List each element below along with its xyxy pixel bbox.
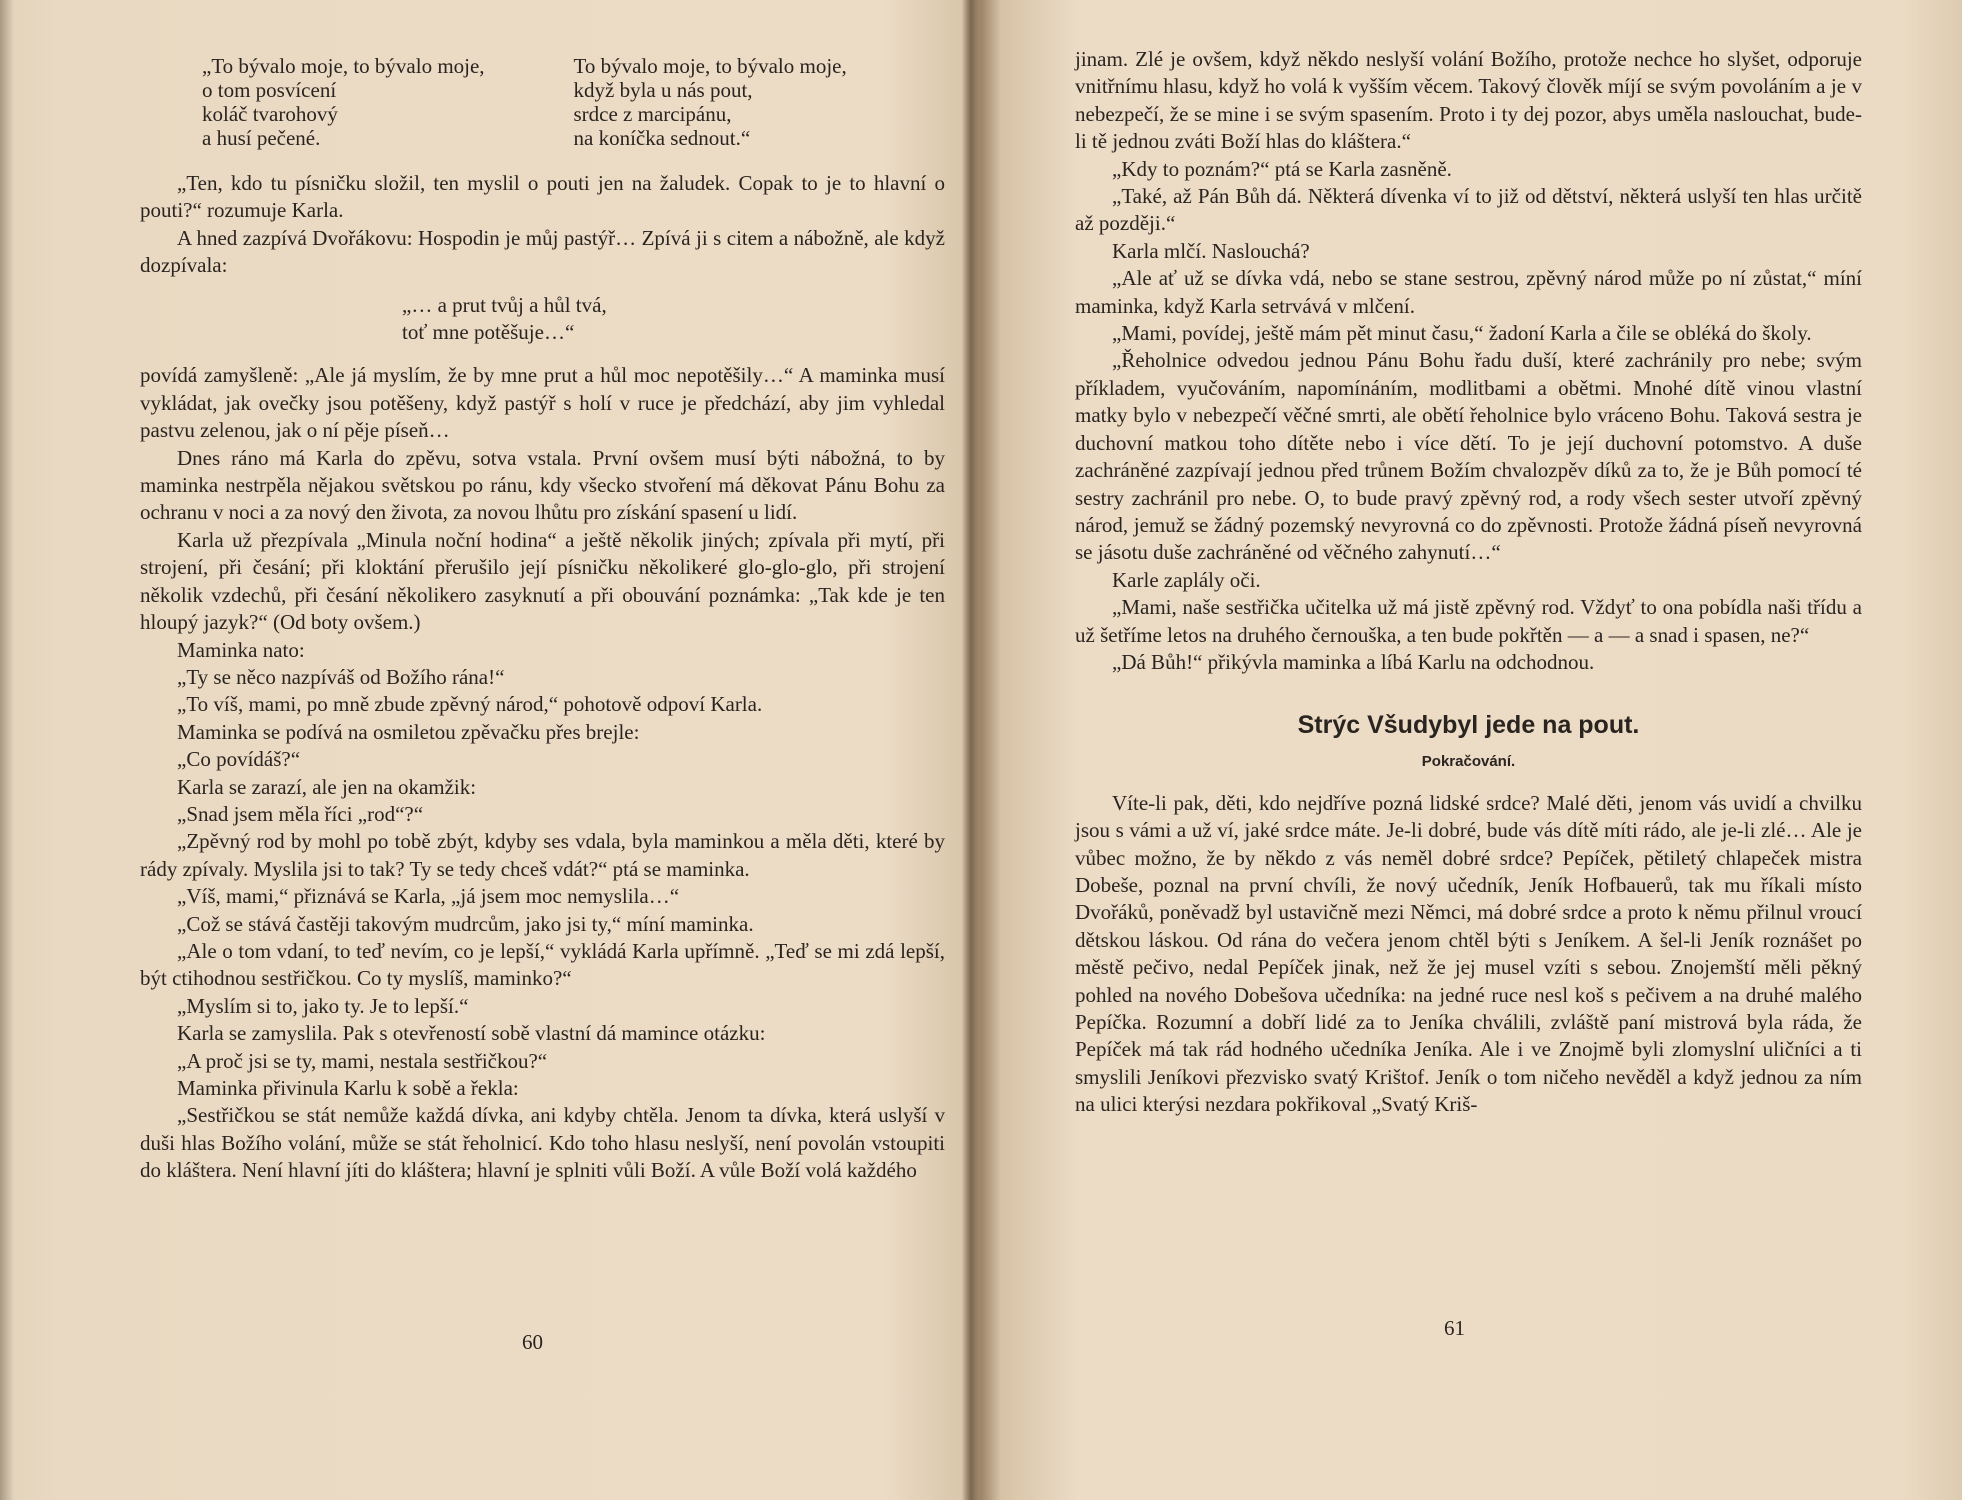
verse-line: srdce z marcipánu, [573,102,732,126]
paragraph: „To víš, mami, po mně zbude zpěvný národ,“ pohotově odpoví Karla. [177,692,763,717]
paragraph: „A proč jsi se ty, mami, nestala sestřičkou?“ [177,1048,548,1073]
paragraph: Maminka se podívá na osmiletou zpěvačku přes brejle: [177,719,640,744]
paragraph: „Mami, naše sestřička učitelka už má jistě zpěvný rod. Vždyť to ona pobídla naši třídu a už šetříme letos na druhého černouška, a ten bude pokřtěn — a — a snad i spasen, ne?“ [1075,595,1862,647]
paragraph: „Myslím si to, jako ty. Je to lepší.“ [177,993,469,1018]
verse-line: když byla u nás pout, [573,78,753,102]
paragraph: „Ale o tom vdaní, to teď nevím, co je lepší,“ vykládá Karla upřímně. „Teď se mi zdá lepší, být ctihodnou sestřičkou. Co ty myslíš, maminko?“ [140,938,945,991]
verse-line: „… a prut tvůj a hůl tvá, [402,292,607,317]
verse-line: a husí pečené. [202,126,321,150]
paragraph: „Kdy to poznám?“ ptá se Karla zasněně. [1112,156,1452,181]
paragraph: „Řeholnice odvedou jednou Pánu Bohu řadu duší, které zachránily pro nebe; svým příkladem, vyučováním, napomínáním, modlitbami a obětmi. Mnohé dítě vinou vlastní matky bylo v nebezpečí věčné smrti, ale obětí řeholnice bylo vráceno Bohu. Taková sestra je duchovní matkou toho dítěte nebo i více dětí. To je její duchovní potomstvo. A duše zachráněné zazpívají jednou před trůnem Božím chvalozpěv díků za to, že je Bůh pomocí té sestry zachránil pro nebe. O, to bude pravý zpěvný rod, a rody všech sester utvoří zpěvný národ, jemuž se žádný pozemský nevyrovná co do zpěvnosti. Protože žádná píseň nevyrovná se jásotu duše zachráněné od věčného zahynutí…“ [1075,348,1862,565]
verse-column-1 [202,54,574,150]
paragraph: Maminka přivinula Karlu k sobě a řekla: [177,1076,519,1100]
paragraph: „Mami, povídej, ještě mám pět minut času,“ žadoní Karla a čile se obléká do školy. [1112,321,1812,346]
paragraph: povídá zamyšleně: „Ale já myslím, že by mne prut a hůl moc nepotěšily…“ A maminka musí vykládat, jak ovečky jsou potěšeny, když pastýř s holí v ruce je předchází, aby jim vyhledal pastvu zelenou, jak o ní pěje píseň… [140,363,945,443]
paragraph: Dnes ráno má Karla do zpěvu, sotva vstala. První ovšem musí býti nábožná, to by maminka nestrpěla nějakou světskou po ránu, kdy všecko stvoření má děkovat Pánu Bohu za ochranu v noci a za nový den života, za novou lhůtu pro získání spasení u lidí. [140,445,945,525]
paragraph: Víte-li pak, děti, kdo nejdříve pozná lidské srdce? Malé děti, jenom vás uvidí a chvilku jsou s vámi a už ví, jaké srdce máte. Je-li dobré, bude vás dítě míti rádo, ale je-li zlé… Ale je vůbec možno, že by někdo z vás neměl dobré srdce? Pepíček, pětiletý chlapeček mistra Dobeše, poznal na první chvíli, že nový učedník, Jeník Hofbauerů, tak mu říkali místo Dvořáků, poněvadž byl ustavičně mezi Němci, má dobré srdce a proto k němu přilnul vroucí dětskou láskou. Od rána do večera jenom chtěl býti s Jeníkem. A šel-li Jeník roznášet po městě pečivo, nedal Pepíček jinak, než že jej musel vzíti s sebou. Znojemští měli pěkný pohled na nového Dobešova učedníka: na jedné ruce nesl koš s pečivem a na druhé malého Pepíčka. Rozumní a dobří lidé za to Jeníka chválili, zvláště paní mistrová byla ráda, že Pepíček má tak rád hodného učedníka Jeníka. Ale i ve Znojmě byli zlomyslní uličníci a ti smyslili Jeníkovi přezvisko svatý Krištof. Jeník o tom ničeho nevěděl a když jednou za ním na ulici kterýsi nezdara pokřikoval „Svatý Kriš- [1075,790,1862,1117]
paragraph: A hned zazpívá Dvořákovu: Hospodin je můj pastýř… Zpívá ji s citem a nábožně, ale když dozpívala: [140,225,945,278]
paragraph: „Víš, mami,“ přiznává se Karla, „já jsem moc nemyslila…“ [177,884,680,909]
paragraph: „Sestřičkou se stát nemůže každá dívka, ani kdyby chtěla. Jenom ta dívka, která uslyší v duši hlas Božího volání, může se stát řeholnicí. Kdo toho hlasu neslyší, není povolán vstoupiti do kláštera. Není hlavní jíti do kláštera; hlavní je splniti vůli Boží. A vůle Boží volá každého [140,1103,945,1183]
right-page [1075,46,1862,1446]
paragraph: „Zpěvný rod by mohl po tobě zbýt, kdyby ses vdala, byla maminkou a měla děti, které by rády zpívaly. Myslila jsi to tak? Ty se tedy chceš vdát?“ ptá se maminka. [140,829,945,881]
paragraph: Karle zaplály oči. [1112,567,1261,592]
paragraph: jinam. Zlé je ovšem, když někdo neslyší volání Božího, protože nechce ho slyšet, odporuje vnitřnímu hlasu, když ho volá k vyšším věcem. Takový člověk míjí se svým povoláním a je v nebezpečí, že se mine i se svým spasením. Proto i ty dej pozor, abys uměla naslouchat, bude-li tě jednou zváti Boží hlas do kláštera.“ [1075,47,1862,154]
paragraph: „Snad jsem měla říci „rod“?“ [177,801,424,826]
story-subtitle: Pokračování. [1421,753,1516,771]
page-number: 60 [522,1330,543,1354]
verse-line: „To bývalo moje, to bývalo moje, [202,54,485,78]
paragraph: Karla už přezpívala „Minula noční hodina“ a ještě několik jiných; zpívala při mytí, při strojení, při česání; při kloktání přerušilo její písničku několikeré glo-glo-glo, při strojení několik vzdechů, při česání několikero zasyknutí a při obouvání poznámka: „Tak kde je ten hloupý jazyk?“ (Od boty ovšem.) [140,527,945,635]
verse-line: na koníčka sednout.“ [573,126,751,150]
page-number: 61 [1444,1316,1465,1340]
paragraph: Karla se zamyslila. Pak s otevřeností sobě vlastní dá mamince otázku: [177,1021,766,1046]
verse-column-2 [574,54,946,150]
paragraph: Karla mlčí. Naslouchá? [1112,238,1310,263]
paragraph: „Co povídáš?“ [177,747,301,772]
story-title: Strýc Všudybyl jede na pout. [1297,711,1640,740]
verse-line: To bývalo moje, to bývalo moje, [573,54,847,78]
verse-line: o tom posvícení [202,78,337,102]
verse-quote [402,292,945,347]
verse-two-columns [202,54,945,150]
paragraph: „Také, až Pán Bůh dá. Některá dívenka ví to již od dětství, některá uslyší ten hlas určitě až později.“ [1075,184,1862,236]
page-edge-shadow [0,0,14,1500]
paragraph: „Ten, kdo tu písničku složil, ten myslil o pouti jen na žaludek. Copak to je to hlavní o pouti?“ rozumuje Karla. [140,171,945,223]
paragraph: Maminka nato: [177,637,305,662]
verse-line: toť mne potěšuje…“ [402,320,575,345]
paragraph: „Ale ať už se dívka vdá, nebo se stane sestrou, zpěvný národ může po ní zůstat,“ míní maminka, když Karla setrvává v mlčení. [1075,266,1862,318]
paragraph: „Což se stává častěji takovým mudrcům, jako jsi ty,“ míní maminka. [177,911,754,936]
verse-line: koláč tvarohový [202,102,338,126]
paragraph: Karla se zarazí, ale jen na okamžik: [177,774,477,799]
left-page [140,46,945,1446]
paragraph: „Ty se něco nazpíváš od Božího rána!“ [177,664,505,689]
book-gutter [962,0,980,1500]
paragraph: „Dá Bůh!“ přikývla maminka a líbá Karlu na odchodnou. [1112,649,1595,674]
